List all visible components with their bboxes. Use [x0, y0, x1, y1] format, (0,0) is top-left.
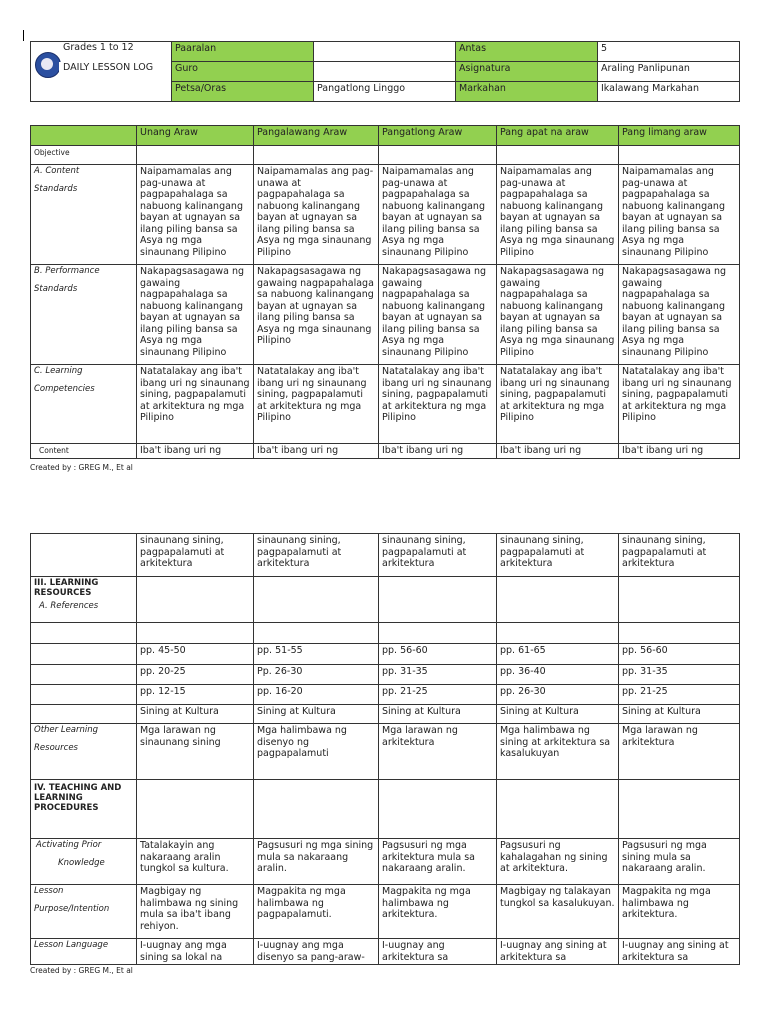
ref-cell[interactable]: pp. 56-60: [379, 644, 497, 665]
other-resources-cell[interactable]: Mga larawan ng sinaunang sining: [137, 724, 254, 780]
value-paaralan[interactable]: [314, 42, 456, 62]
ref-cell[interactable]: pp. 31-35: [379, 665, 497, 685]
teaching-cell[interactable]: [379, 780, 497, 839]
deped-seal-icon: [35, 52, 61, 78]
ref-cell[interactable]: pp. 36-40: [497, 665, 619, 685]
lesson-table-page1: [30, 125, 740, 459]
label-petsa: Petsa/Oras: [172, 82, 314, 102]
competencies-cell[interactable]: Natatalakay ang iba't ibang uri ng sinaunang sining, pagpapalamuti at arkitektura ng mga Pilipino: [619, 365, 740, 444]
activating-cell[interactable]: Pagsusuri ng kahalagahan ng sining at arkitektura.: [497, 839, 619, 885]
content-standards-cell[interactable]: Naipamamalas ang pag-unawa at pagpapahalaga sa nabuong kalinangang bayan at ugnayan sa ilang piling bansa sa Asya ng mga sinaunang Pilipino: [379, 165, 497, 265]
objective-cell[interactable]: [379, 146, 497, 165]
resources-cell[interactable]: [379, 577, 497, 623]
content-cont-label: [31, 534, 137, 577]
objective-cell[interactable]: [619, 146, 740, 165]
content-standards-cell[interactable]: Naipamamalas ang pag-unawa at pagpapahalaga sa nabuong kalinangang bayan at ugnayan sa ilang piling bansa sa Asya ng mga sinaunang Pilipino: [254, 165, 379, 265]
row-label-line: B. Performance: [34, 266, 100, 276]
row-label-line: Standards: [34, 183, 78, 194]
competencies-label: [31, 365, 137, 444]
ref-cell[interactable]: Sining at Kultura: [619, 705, 740, 724]
created-by-page2: Created by : GREG M., Et al: [30, 966, 133, 975]
purpose-cell[interactable]: Magpakita ng mga halimbawa ng arkitektura.: [379, 885, 497, 939]
ref-label: [31, 665, 137, 685]
content-cell[interactable]: Iba't ibang uri ng: [379, 444, 497, 459]
ref-cell[interactable]: pp. 31-35: [619, 665, 740, 685]
lesson-table-page2: [30, 533, 740, 965]
row-label-line: Competencies: [34, 383, 95, 394]
row-label-line: Other Learning: [34, 725, 99, 735]
ref-cell[interactable]: [497, 623, 619, 644]
activating-cell[interactable]: Pagsusuri ng mga sining mula sa nakaraang aralin.: [254, 839, 379, 885]
day-header: Pang apat na araw: [497, 126, 619, 146]
row-label-line: Purpose/Intention: [34, 903, 110, 914]
content-standards-cell[interactable]: Naipamamalas ang pag-unawa at pagpapahalaga sa nabuong kalinangang bayan at ugnayan sa ilang piling bansa sa Asya ng mga sinaunang Pilipino: [137, 165, 254, 265]
ref-label: [31, 623, 137, 644]
competencies-cell[interactable]: Natatalakay ang iba't ibang uri ng sinaunang sining, pagpapalamuti at arkitektura ng mga Pilipino: [379, 365, 497, 444]
ref-cell[interactable]: [619, 623, 740, 644]
content-cell[interactable]: Iba't ibang uri ng: [497, 444, 619, 459]
day-header: Unang Araw: [137, 126, 254, 146]
content-cell[interactable]: Iba't ibang uri ng: [619, 444, 740, 459]
ref-cell[interactable]: Pp. 26-30: [254, 665, 379, 685]
value-petsa[interactable]: Pangatlong Linggo: [314, 82, 456, 102]
resources-cell[interactable]: [619, 577, 740, 623]
label-antas: Antas: [456, 42, 598, 62]
content-cont-cell[interactable]: sinaunang sining, pagpapalamuti at arkitektura: [379, 534, 497, 577]
other-resources-cell[interactable]: Mga halimbawa ng disenyo ng pagpapalamuti: [254, 724, 379, 780]
header-title-cell: [31, 42, 172, 102]
ref-cell[interactable]: Sining at Kultura: [497, 705, 619, 724]
teaching-cell[interactable]: [254, 780, 379, 839]
language-cell[interactable]: I-uugnay ang arkitektura sa: [379, 939, 497, 965]
text-cursor: [23, 30, 24, 41]
teaching-cell[interactable]: [497, 780, 619, 839]
ref-cell[interactable]: pp. 16-20: [254, 685, 379, 705]
label-asignatura: Asignatura: [456, 62, 598, 82]
content-standards-cell[interactable]: Naipamamalas ang pag-unawa at pagpapahalaga sa nabuong kalinangang bayan at ugnayan sa ilang piling bansa sa Asya ng mga sinaunang Pilipino: [497, 165, 619, 265]
performance-standards-label: [31, 265, 137, 365]
competencies-cell[interactable]: Natatalakay ang iba't ibang uri ng sinaunang sining, pagpapalamuti at arkitektura ng mga Pilipino: [137, 365, 254, 444]
language-label: Lesson Language: [31, 939, 137, 965]
resources-cell[interactable]: [497, 577, 619, 623]
row-label-line: Lesson: [34, 886, 64, 896]
teaching-cell[interactable]: [137, 780, 254, 839]
performance-standards-cell[interactable]: Nakapagsasagawa ng gawaing nagpapahalaga sa nabuong kalinangang bayan at ugnayan sa ilang piling bansa sa Asya ng mga sinaunang Pilipino: [497, 265, 619, 365]
days-corner: [31, 126, 137, 146]
row-label-line: A. Content: [34, 166, 80, 176]
resources-cell[interactable]: [137, 577, 254, 623]
header-table: [30, 41, 740, 102]
row-label-line: Activating Prior: [36, 840, 102, 850]
teaching-procedures-heading: IV. TEACHING AND LEARNING PROCEDURES: [31, 780, 137, 839]
ref-cell[interactable]: pp. 61-65: [497, 644, 619, 665]
row-label-line: Resources: [34, 742, 78, 753]
activating-label: [31, 839, 137, 885]
purpose-cell[interactable]: Magpakita ng mga halimbawa ng pagpapalamuti.: [254, 885, 379, 939]
ref-cell[interactable]: pp. 21-25: [379, 685, 497, 705]
day-header: Pang limang araw: [619, 126, 740, 146]
ref-cell[interactable]: Sining at Kultura: [137, 705, 254, 724]
performance-standards-cell[interactable]: Nakapagsasagawa ng gawaing nagpapahalaga sa nabuong kalinangang bayan at ugnayan sa ilang piling bansa sa Asya ng mga sinaunang Pilipino: [619, 265, 740, 365]
performance-standards-cell[interactable]: Nakapagsasagawa ng gawaing nagpapahalaga sa nabuong kalinangang bayan at ugnayan sa ilang piling bansa sa Asya ng mga sinaunang Pilipino: [254, 265, 379, 365]
content-standards-label: [31, 165, 137, 265]
purpose-cell[interactable]: Magpakita ng mga halimbawa ng arkitektura.: [619, 885, 740, 939]
dll-title: DAILY LESSON LOG: [59, 62, 153, 74]
competencies-cell[interactable]: Natatalakay ang iba't ibang uri ng sinaunang sining, pagpapalamuti at arkitektura ng mga Pilipino: [254, 365, 379, 444]
ref-cell[interactable]: pp. 51-55: [254, 644, 379, 665]
language-cell[interactable]: I-uugnay ang sining at arkitektura sa: [619, 939, 740, 965]
row-label-line: Knowledge: [58, 857, 105, 868]
content-cont-cell[interactable]: sinaunang sining, pagpapalamuti at arkitektura: [254, 534, 379, 577]
other-resources-label: [31, 724, 137, 780]
label-guro: Guro: [172, 62, 314, 82]
ref-cell[interactable]: [254, 623, 379, 644]
ref-label: [31, 685, 137, 705]
objective-label: Objective: [31, 146, 137, 165]
row-label-line: Standards: [34, 283, 78, 294]
language-cell[interactable]: I-uugnay ang mga sining sa lokal na: [137, 939, 254, 965]
references-label: A. References: [39, 601, 99, 611]
ref-cell[interactable]: [379, 623, 497, 644]
ref-cell[interactable]: Sining at Kultura: [254, 705, 379, 724]
activating-cell[interactable]: Tatalakayin ang nakaraang aralin tungkol sa kultura.: [137, 839, 254, 885]
content-cont-cell[interactable]: sinaunang sining, pagpapalamuti at arkitektura: [497, 534, 619, 577]
ref-cell[interactable]: pp. 21-25: [619, 685, 740, 705]
ref-label: [31, 705, 137, 724]
day-header: Pangatlong Araw: [379, 126, 497, 146]
content-cell[interactable]: Iba't ibang uri ng: [254, 444, 379, 459]
label-paaralan: Paaralan: [172, 42, 314, 62]
objective-cell[interactable]: [497, 146, 619, 165]
objective-cell[interactable]: [137, 146, 254, 165]
content-cont-cell[interactable]: sinaunang sining, pagpapalamuti at arkitektura: [619, 534, 740, 577]
value-antas[interactable]: 5: [598, 42, 740, 62]
ref-cell[interactable]: pp. 20-25: [137, 665, 254, 685]
competencies-cell[interactable]: Natatalakay ang iba't ibang uri ng sinaunang sining, pagpapalamuti at arkitektura ng mga Pilipino: [497, 365, 619, 444]
grades-label: Grades 1 to 12: [63, 42, 134, 53]
ref-cell[interactable]: pp. 56-60: [619, 644, 740, 665]
day-header: Pangalawang Araw: [254, 126, 379, 146]
objective-cell[interactable]: [254, 146, 379, 165]
created-by-page1: Created by : GREG M., Et al: [30, 463, 133, 472]
purpose-cell[interactable]: Magbigay ng talakayan tungkol sa kasalukuyan.: [497, 885, 619, 939]
performance-standards-cell[interactable]: Nakapagsasagawa ng gawaing nagpapahalaga sa nabuong kalinangang bayan at ugnayan sa ilang piling bansa sa Asya ng mga sinaunang Pilipino: [379, 265, 497, 365]
resources-cell[interactable]: [254, 577, 379, 623]
activating-cell[interactable]: Pagsusuri ng mga sining mula sa nakaraang aralin.: [619, 839, 740, 885]
ref-cell[interactable]: Sining at Kultura: [379, 705, 497, 724]
other-resources-cell[interactable]: Mga larawan ng arkitektura: [379, 724, 497, 780]
language-cell[interactable]: I-uugnay ang mga disenyo sa pang-araw-: [254, 939, 379, 965]
content-standards-cell[interactable]: Naipamamalas ang pag-unawa at pagpapahalaga sa nabuong kalinangang bayan at ugnayan sa ilang piling bansa sa Asya ng mga sinaunang Pilipino: [619, 165, 740, 265]
value-markahan[interactable]: Ikalawang Markahan: [598, 82, 740, 102]
ref-label: [31, 644, 137, 665]
section-heading: III. LEARNING RESOURCES: [34, 578, 99, 598]
ref-cell[interactable]: pp. 45-50: [137, 644, 254, 665]
content-label: Content: [31, 444, 137, 459]
label-markahan: Markahan: [456, 82, 598, 102]
performance-standards-cell[interactable]: Nakapagsasagawa ng gawaing nagpapahalaga sa nabuong kalinangang bayan at ugnayan sa ilang piling bansa sa Asya ng mga sinaunang Pilipino: [137, 265, 254, 365]
value-asignatura[interactable]: Araling Panlipunan: [598, 62, 740, 82]
row-label-line: C. Learning: [34, 366, 83, 376]
purpose-cell[interactable]: Magbigay ng halimbawa ng sining mula sa iba't ibang rehiyon.: [137, 885, 254, 939]
language-cell[interactable]: I-uugnay ang sining at arkitektura sa: [497, 939, 619, 965]
ref-cell[interactable]: pp. 26-30: [497, 685, 619, 705]
teaching-cell[interactable]: [619, 780, 740, 839]
ref-cell[interactable]: pp. 12-15: [137, 685, 254, 705]
other-resources-cell[interactable]: Mga larawan ng arkitektura: [619, 724, 740, 780]
content-cell[interactable]: Iba't ibang uri ng: [137, 444, 254, 459]
value-guro[interactable]: [314, 62, 456, 82]
content-cont-cell[interactable]: sinaunang sining, pagpapalamuti at arkitektura: [137, 534, 254, 577]
activating-cell[interactable]: Pagsusuri ng mga arkitektura mula sa nakaraang aralin.: [379, 839, 497, 885]
ref-cell[interactable]: [137, 623, 254, 644]
purpose-label: [31, 885, 137, 939]
other-resources-cell[interactable]: Mga halimbawa ng sining at arkitektura sa kasalukuyan: [497, 724, 619, 780]
learning-resources-label: [31, 577, 137, 623]
